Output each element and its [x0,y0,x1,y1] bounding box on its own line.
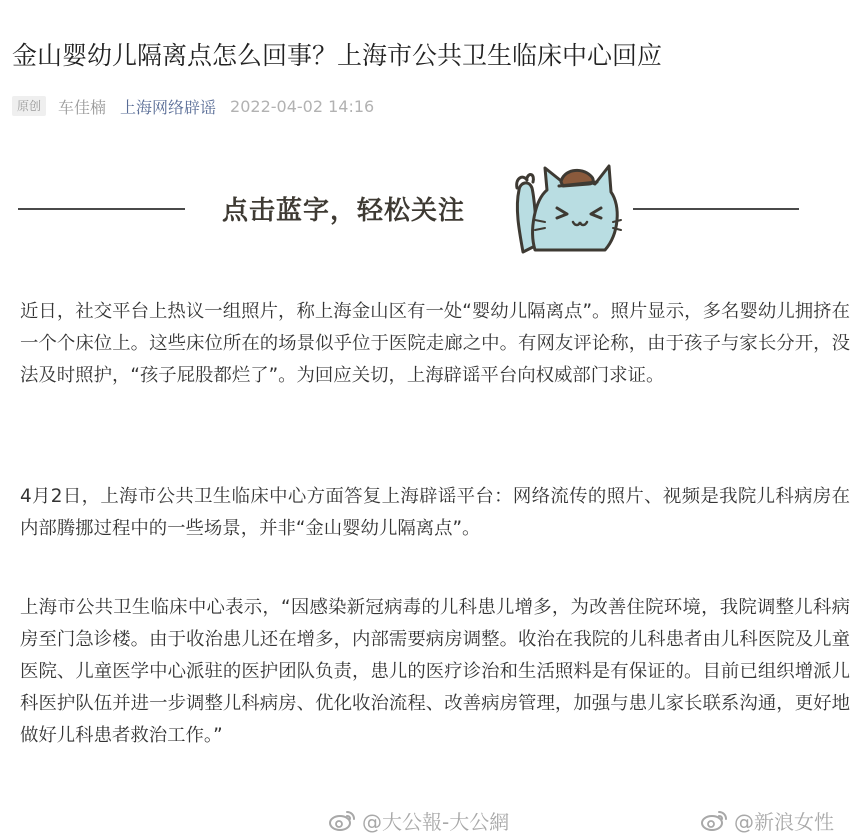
weibo-icon [700,808,728,832]
watermark-dagong [328,804,509,836]
publish-time: 2022-04-02 14:16 [230,96,375,116]
banner-slogan: 点击蓝字，轻松关注 [222,196,466,226]
banner-divider-right [633,208,799,210]
watermark-text: @大公報-大公網 [362,809,510,834]
original-badge: 原创 [12,96,46,116]
author-name: 车佳楠 [58,97,107,117]
account-link[interactable]: 上海网络辟谣 [120,97,217,117]
weibo-icon [328,808,356,832]
watermark-text: @新浪女性 [734,809,834,834]
article-title: 金山婴幼儿隔离点怎么回事？上海市公共卫生临床中心回应 [12,41,663,70]
article-meta [12,94,374,118]
body-paragraph-2: 4月2日，上海市公共卫生临床中心方面答复上海辟谣平台：网络流传的照片、视频是我院儿科病房在内部腾挪过程中的一些场景，并非“金山婴幼儿隔离点”。 [20,486,850,539]
cat-mascot-icon [505,160,623,260]
body-paragraph-1: 近日，社交平台上热议一组照片，称上海金山区有一处“婴幼儿隔离点”。照片显示，多名婴幼儿拥挤在一个个床位上。这些床位所在的场景似乎位于医院走廊之中。有网友评论称，由于孩子与家长分开，没法及时照护，“孩子屁股都烂了”。为回应关切，上海辟谣平台向权威部门求证。 [20,301,850,386]
banner-divider-left [18,208,185,210]
watermark-sina [700,804,834,836]
body-paragraph-3: 上海市公共卫生临床中心表示，“因感染新冠病毒的儿科患儿增多，为改善住院环境，我院调整儿科病房至门急诊楼。由于收治患儿还在增多，内部需要病房调整。收治在我院的儿科患者由儿科医院及儿童医院、儿童医学中心派驻的医护团队负责，患儿的医疗诊治和生活照料是有保证的。目前已组织增派儿科医护队伍并进一步调整儿科病房、优化收治流程、改善病房管理，加强与患儿家长联系沟通，更好地做好儿科患者救治工作。” [20,597,850,746]
follow-banner[interactable] [0,160,858,270]
